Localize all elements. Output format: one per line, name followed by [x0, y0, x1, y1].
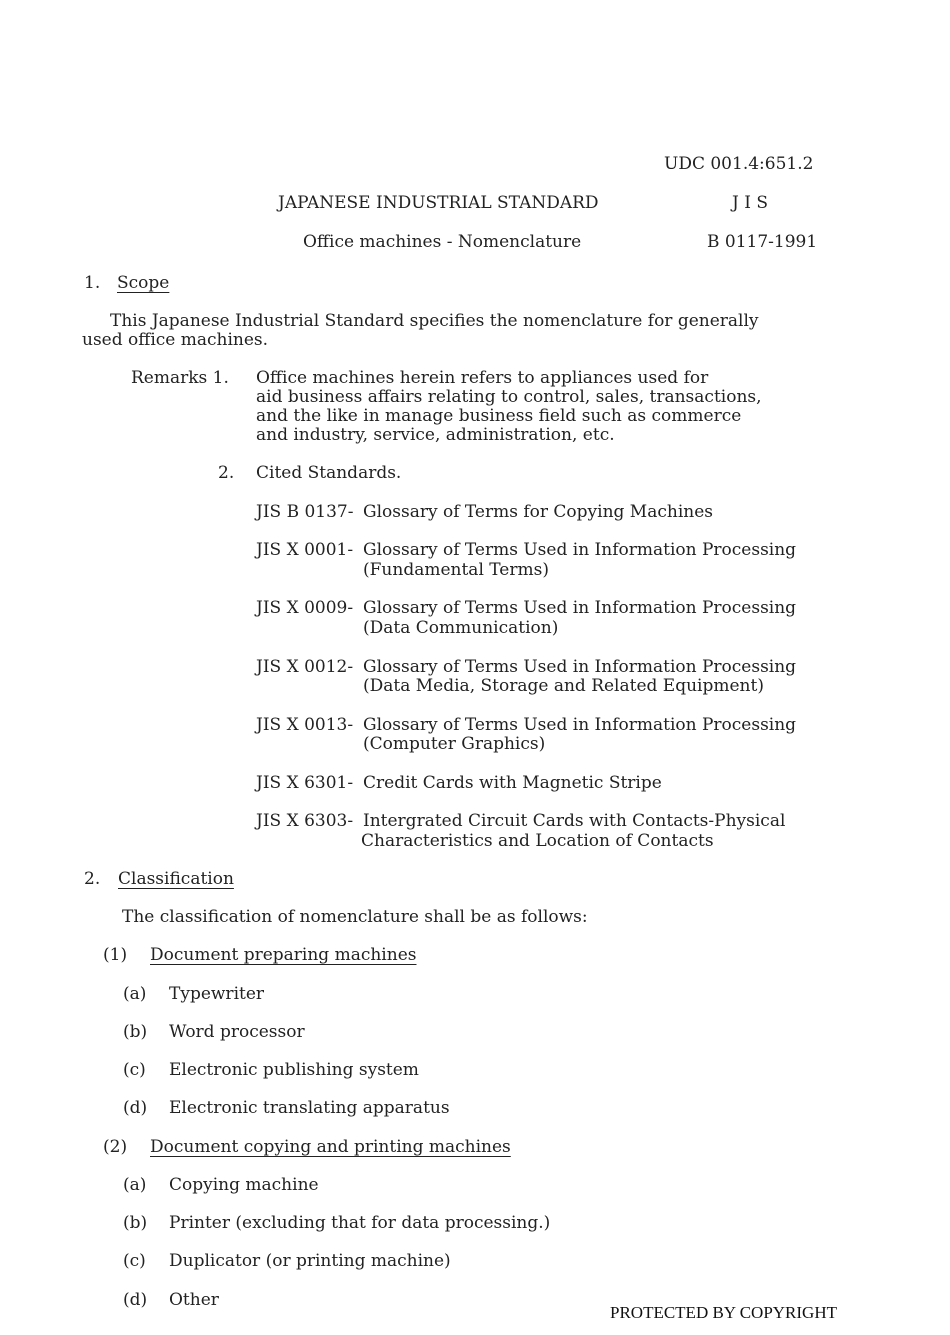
- remark2-number: 2.: [218, 463, 235, 483]
- list-item-label: (a): [123, 1175, 147, 1195]
- cited-title: Credit Cards with Magnetic Stripe: [363, 773, 662, 793]
- cited-subtitle: (Data Communication): [363, 618, 559, 638]
- document-subtitle: Office machines - Nomenclature: [303, 232, 582, 252]
- list-item: Duplicator (or printing machine): [169, 1251, 451, 1271]
- cited-code: JIS X 6303-: [256, 811, 354, 831]
- list-item: Electronic translating apparatus: [169, 1098, 450, 1118]
- cited-title: Glossary of Terms Used in Information Processing: [363, 540, 797, 560]
- cited-code: JIS X 0009-: [256, 598, 354, 618]
- cited-title: Intergrated Circuit Cards with Contacts-Physical: [363, 811, 786, 831]
- standard-number: B 0117-1991: [707, 232, 818, 252]
- cited-subtitle: (Fundamental Terms): [363, 560, 549, 580]
- jis-label: J I S: [732, 193, 768, 213]
- cited-subtitle: (Data Media, Storage and Related Equipment): [363, 676, 764, 696]
- list-item-label: (d): [123, 1290, 148, 1310]
- remark1-line2: aid business affairs relating to control, sales, transactions,: [256, 387, 762, 407]
- remark2-text: Cited Standards.: [256, 463, 402, 483]
- remark1-line3: and the like in manage business field such as commerce: [256, 406, 742, 426]
- cited-title: Glossary of Terms for Copying Machines: [363, 502, 713, 522]
- list-item-label: (c): [123, 1060, 146, 1080]
- cited-code: JIS X 0013-: [256, 715, 354, 735]
- list-item-label: (b): [123, 1213, 148, 1233]
- list-item: Word processor: [169, 1022, 305, 1042]
- section2-number: 2.: [84, 869, 101, 889]
- cited-code: JIS X 0012-: [256, 657, 354, 677]
- cited-subtitle: Characteristics and Location of Contacts: [361, 831, 714, 851]
- group1-title: Document preparing machines: [150, 945, 417, 965]
- section1-title: Scope: [117, 273, 170, 293]
- udc-code: UDC 001.4:651.2: [664, 154, 814, 174]
- list-item-label: (c): [123, 1251, 146, 1271]
- list-item: Printer (excluding that for data processing.): [169, 1213, 551, 1233]
- cited-code: JIS X 6301-: [256, 773, 354, 793]
- group1-number: (1): [103, 945, 128, 965]
- cited-code: JIS X 0001-: [256, 540, 354, 560]
- remarks-label: Remarks 1.: [131, 368, 229, 388]
- scope-paragraph-line2: used office machines.: [82, 330, 269, 350]
- copyright-notice: PROTECTED BY COPYRIGHT: [610, 1303, 837, 1322]
- list-item: Other: [169, 1290, 219, 1310]
- cited-title: Glossary of Terms Used in Information Processing: [363, 598, 797, 618]
- list-item: Typewriter: [169, 984, 265, 1004]
- section1-number: 1.: [84, 273, 101, 293]
- list-item-label: (d): [123, 1098, 148, 1118]
- scope-paragraph-line1: This Japanese Industrial Standard specifies the nomenclature for generally: [110, 311, 759, 331]
- classification-intro: The classification of nomenclature shall be as follows:: [122, 907, 588, 927]
- cited-code: JIS B 0137-: [256, 502, 354, 522]
- section2-title: Classification: [118, 869, 234, 889]
- remark1-line4: and industry, service, administration, etc.: [256, 425, 615, 445]
- cited-title: Glossary of Terms Used in Information Processing: [363, 657, 797, 677]
- list-item: Electronic publishing system: [169, 1060, 419, 1080]
- cited-subtitle: (Computer Graphics): [363, 734, 546, 754]
- list-item: Copying machine: [169, 1175, 319, 1195]
- group2-number: (2): [103, 1137, 128, 1157]
- cited-title: Glossary of Terms Used in Information Processing: [363, 715, 797, 735]
- remark1-line1: Office machines herein refers to appliances used for: [256, 368, 709, 388]
- group2-title: Document copying and printing machines: [150, 1137, 511, 1157]
- list-item-label: (b): [123, 1022, 148, 1042]
- list-item-label: (a): [123, 984, 147, 1004]
- standard-title: JAPANESE INDUSTRIAL STANDARD: [278, 193, 599, 213]
